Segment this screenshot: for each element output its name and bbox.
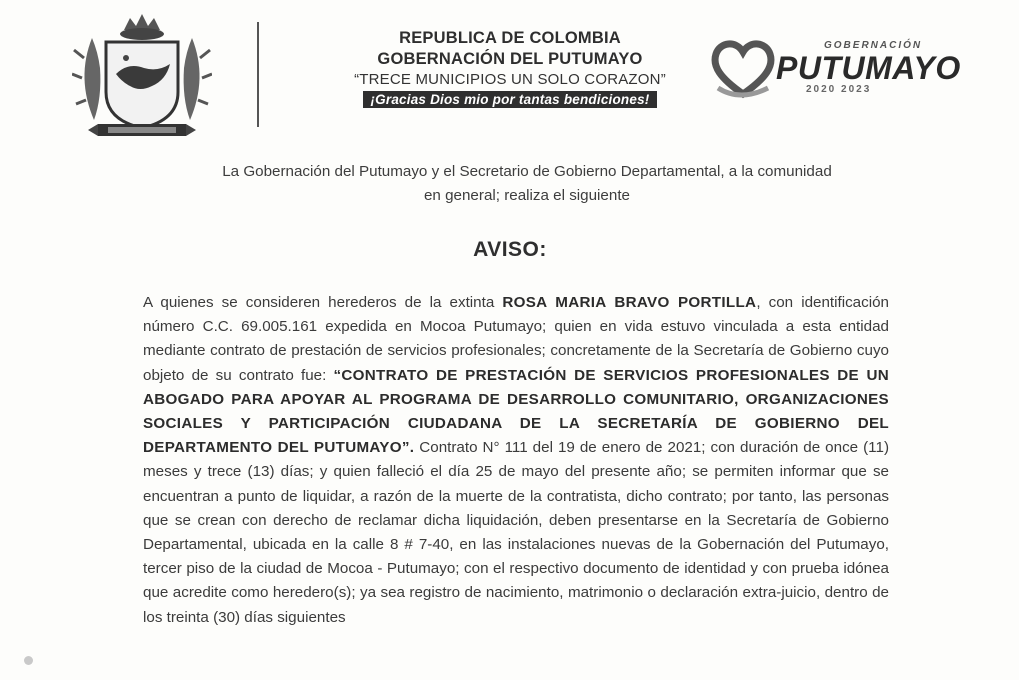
intro-line-1: La Gobernación del Putumayo y el Secretario de Gobierno Departamental, a la comunidad (222, 163, 832, 180)
logo-name-text: PUTUMAYO (776, 50, 961, 86)
header-country: REPUBLICA DE COLOMBIA (399, 29, 621, 47)
logo-prefix-text: GOBERNACIÓN (824, 40, 923, 51)
logo-years-text: 2020 2023 (806, 84, 872, 95)
body-text-part-2: , con identificación número C.C. 69.005.161 expedida en Mocoa Putumayo; quien en vida estuvo vinculada a esta entidad mediante contrato de prestación de servicios profesionales; concretamente de la Secretaría de Gobierno cuyo objeto de su contrato fue: (143, 294, 889, 384)
header-motto-banner: ¡Gracias Dios mio por tantas bendiciones! (363, 91, 656, 108)
putumayo-government-logo (706, 30, 968, 106)
header-text-block (322, 28, 698, 109)
notice-title: AVISO: (473, 238, 547, 261)
body-text-part-3: Contrato N° 111 del 19 de enero de 2021; con duración de once (11) meses y trece (13) días; y quien falleció el día 25 de mayo del presente año; se permiten informar que se encuentran a punto de liquidar, a razón de la muerte de la contratista, dicho contrato; por tanto, las personas que se crean con derecho de reclamar dicha liquidación, deben presentarse en la Secretaría de Gobierno Departamental, ubicada en la calle 8 # 7-40, en las instalaciones nuevas de la Gobernación del Putumayo, tercer piso de la ciudad de Mocoa - Putumayo; con el respectivo documento de identidad y con prueba idónea que acredite como heredero(s); ya sea registro de nacimiento, matrimonio o declaración extra-juicio, dentro de los treinta (30) días siguientes (143, 439, 889, 626)
header-department: GOBERNACIÓN DEL PUTUMAYO (377, 50, 643, 68)
coat-of-arms-seal (72, 8, 212, 144)
header-divider (257, 22, 259, 127)
intro-line-2: en general; realiza el siguiente (423, 187, 630, 204)
notice-body (143, 291, 889, 630)
contract-object: “CONTRATO DE PRESTACIÓN DE SERVICIOS PROFESIONALES DE UN ABOGADO PARA APOYAR AL PROGRAMA DE DESARROLLO COMUNITARIO, ORGANIZACIONES SOCIALES Y PARTICIPACIÓN CIUDADANA DE LA SECRETARÍA DE GOBIERNO DEL DEPARTAMENTO DEL PUTUMAYO”. (143, 366, 890, 457)
intro-paragraph (160, 160, 894, 208)
header-slogan: “TRECE MUNICIPIOS UN SOLO CORAZON” (354, 71, 666, 88)
deceased-name: ROSA MARIA BRAVO PORTILLA (502, 294, 757, 311)
heart-logo-icon (710, 36, 776, 100)
margin-mark (24, 656, 33, 665)
body-text-part-1: A quienes se consideren herederos de la extinta (143, 294, 503, 311)
